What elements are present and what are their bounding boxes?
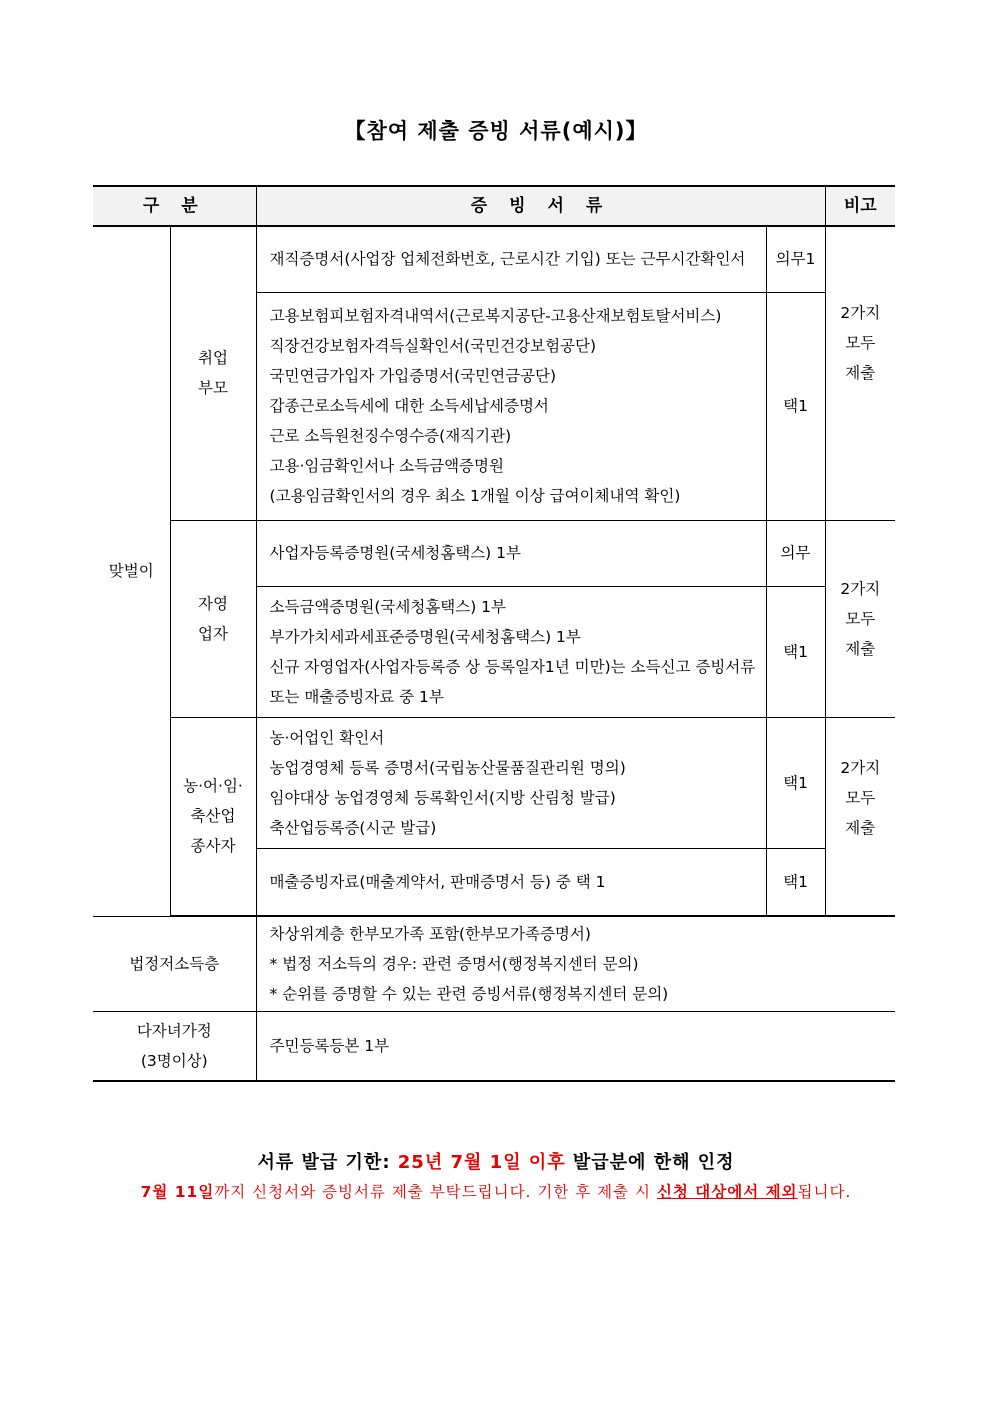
agriculture-label-line: 축산업: [190, 807, 236, 825]
remark-line: 제출: [845, 819, 876, 837]
agriculture-label-line: 농·어·임·: [183, 777, 243, 795]
agriculture-doc-list: [256, 717, 766, 848]
doc-line: 차상위계층 한부모가족 포함(한부모가족증명서): [269, 924, 591, 943]
remark-cell: [825, 226, 895, 520]
self-employed-doc-list: [256, 586, 766, 717]
table-row: [93, 520, 895, 586]
submission-end: 됩니다.: [797, 1183, 852, 1201]
employment-certificate-doc: 재직증명서(사업장 업체전화번호, 근로시간 기입) 또는 근무시간확인서: [256, 226, 766, 292]
table-row: [93, 717, 895, 848]
doc-line: 근로 소득원천징수영수증(재직기관): [269, 427, 512, 445]
multi-child-label: [93, 1011, 256, 1081]
low-income-label: 법정저소득층: [93, 916, 256, 1011]
table-header-row: [93, 186, 895, 226]
header-documents: 증 빙 서 류: [256, 186, 825, 226]
doc-line: * 순위를 증명할 수 있는 관련 증빙서류(행정복지센터 문의): [269, 984, 669, 1003]
table-row: [93, 1011, 895, 1081]
doc-line: 고용·임금확인서나 소득금액증명원: [269, 457, 504, 475]
remark-line: 모두: [845, 334, 876, 353]
doc-line: 부가가치세과세표준증명원(국세청홈택스) 1부: [269, 627, 581, 646]
notice-date: 25년 7월 1일 이후: [397, 1152, 566, 1173]
header-category: 구 분: [93, 186, 256, 226]
dual-income-label: 맞벌이: [93, 226, 170, 916]
doc-line: 임야대상 농업경영체 등록확인서(지방 산림청 발급): [269, 788, 616, 807]
documents-table: [93, 185, 895, 1082]
low-income-doc-list: [256, 916, 895, 1011]
doc-line: 갑종근로소득세에 대한 소득세납세증명서: [269, 397, 549, 415]
self-employed-label-line: 업자: [198, 624, 228, 643]
doc-line: 직장건강보험자격득실확인서(국민건강보험공단): [269, 337, 597, 355]
submission-deadline: 7월 11일: [140, 1183, 215, 1201]
notice-suffix: 발급분에 한해 인정: [565, 1152, 735, 1173]
doc-line: 또는 매출증빙자료 중 1부: [269, 687, 444, 706]
remark-line: 2가지: [840, 304, 881, 323]
requirement-cell: 택1: [766, 848, 825, 915]
header-remarks: 비고: [825, 186, 895, 226]
self-employed-label-line: 자영: [198, 594, 228, 613]
sales-evidence-doc: 매출증빙자료(매출계약서, 판매증명서 등) 중 택 1: [256, 848, 766, 915]
remark-line: 제출: [845, 364, 876, 383]
employed-doc-list: [256, 292, 766, 520]
agriculture-label: [170, 717, 256, 915]
remark-line: 2가지: [840, 759, 881, 777]
multi-child-label-line: (3명이상): [140, 1051, 208, 1070]
requirement-cell: 택1: [766, 717, 825, 848]
employed-parent-label: [170, 226, 256, 520]
remark-line: 모두: [845, 789, 876, 807]
doc-line: (고용임금확인서의 경우 최소 1개월 이상 급여이체내역 확인): [269, 487, 681, 505]
doc-line: 농·어업인 확인서: [269, 728, 385, 747]
multi-child-label-line: 다자녀가정: [136, 1021, 212, 1040]
notice-prefix: 서류 발급 기한:: [257, 1152, 398, 1173]
requirement-cell: 택1: [766, 292, 825, 520]
doc-line: 농업경영체 등록 증명서(국립농산물품질관리원 명의): [269, 758, 626, 777]
issue-deadline-notice: [0, 1148, 992, 1174]
remark-cell: [825, 717, 895, 915]
doc-line: 신규 자영업자(사업자등록증 상 등록일자1년 미만)는 소득신고 증빙서류: [269, 657, 756, 676]
requirement-cell: 의무1: [766, 226, 825, 292]
doc-line: 고용보험피보험자격내역서(근로복지공단-고용산재보험토탈서비스): [269, 307, 722, 325]
requirement-cell: 의무: [766, 520, 825, 586]
agriculture-label-line: 종사자: [190, 837, 236, 855]
table-row: [93, 226, 895, 292]
submission-deadline-notice: [0, 1180, 992, 1202]
exclusion-warning: 신청 대상에서 제외: [656, 1183, 798, 1201]
business-registration-doc: 사업자등록증명원(국세청홈택스) 1부: [256, 520, 766, 586]
employed-label-line: 부모: [198, 379, 228, 398]
table-row: [93, 916, 895, 1011]
doc-line: * 법정 저소득의 경우: 관련 증명서(행정복지센터 문의): [269, 954, 639, 973]
submission-middle: 까지 신청서와 증빙서류 제출 부탁드립니다. 기한 후 제출 시: [214, 1183, 657, 1201]
remark-line: 모두: [845, 609, 876, 628]
remark-cell: [825, 520, 895, 717]
resident-registration-doc: 주민등록등본 1부: [256, 1011, 895, 1081]
self-employed-label: [170, 520, 256, 717]
doc-line: 국민연금가입자 가입증명서(국민연금공단): [269, 367, 557, 385]
requirement-cell: 택1: [766, 586, 825, 717]
remark-line: 2가지: [840, 579, 881, 598]
remark-line: 제출: [845, 639, 876, 658]
employed-label-line: 취업: [198, 349, 228, 368]
doc-line: 축산업등록증(시군 발급): [269, 818, 437, 837]
document-title: 【참여 제출 증빙 서류(예시)】: [344, 119, 648, 143]
doc-line: 소득금액증명원(국세청홈택스) 1부: [269, 597, 507, 616]
